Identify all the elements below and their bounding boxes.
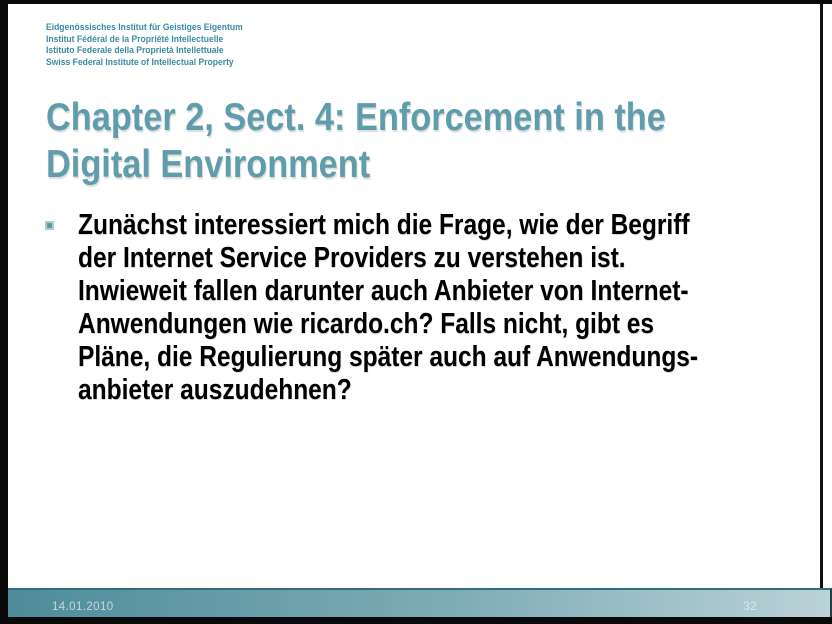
slide-border-left: [0, 0, 8, 624]
logo-line-italian: Istituto Federale della Proprietà Intellettuale: [46, 45, 224, 56]
title-line-1: Chapter 2, Sect. 4: Enforcement in the: [46, 96, 666, 139]
body-line: anbieter auszudehnen?: [78, 374, 352, 406]
bullet-square-icon: [45, 221, 54, 230]
body-line: der Internet Service Providers zu verstehen ist.: [78, 242, 626, 274]
logo-line-french: Institut Fédéral de la Propriété Intellectuelle: [46, 33, 224, 45]
institute-logo: [46, 22, 243, 68]
slide-border-bottom: [0, 617, 832, 624]
title-line-2: Digital Environment: [46, 143, 371, 186]
slide-title: [46, 94, 666, 188]
body-line: Zunächst interessiert mich die Frage, wie der Begriff: [78, 209, 690, 241]
body-line: Inwieweit fallen darunter auch Anbieter von Internet-: [78, 275, 689, 307]
bullet-paragraph: [78, 209, 698, 407]
logo-line-german: Eidgenössisches Institut für Geistiges Eigentum: [46, 22, 243, 33]
footer-date: 14.01.2010: [52, 601, 114, 613]
logo-line-english: Swiss Federal Institute of Intellectual Property: [46, 56, 234, 68]
slide-border-top: [0, 0, 832, 4]
page-number: 32: [743, 601, 757, 613]
body-line: Pläne, die Regulierung später auch auf Anwendungs-: [78, 341, 699, 373]
slide-border-right: [820, 4, 823, 588]
body-line: Anwendungen wie ricardo.ch? Falls nicht, gibt es: [78, 308, 655, 340]
footer-bar: [8, 588, 832, 618]
